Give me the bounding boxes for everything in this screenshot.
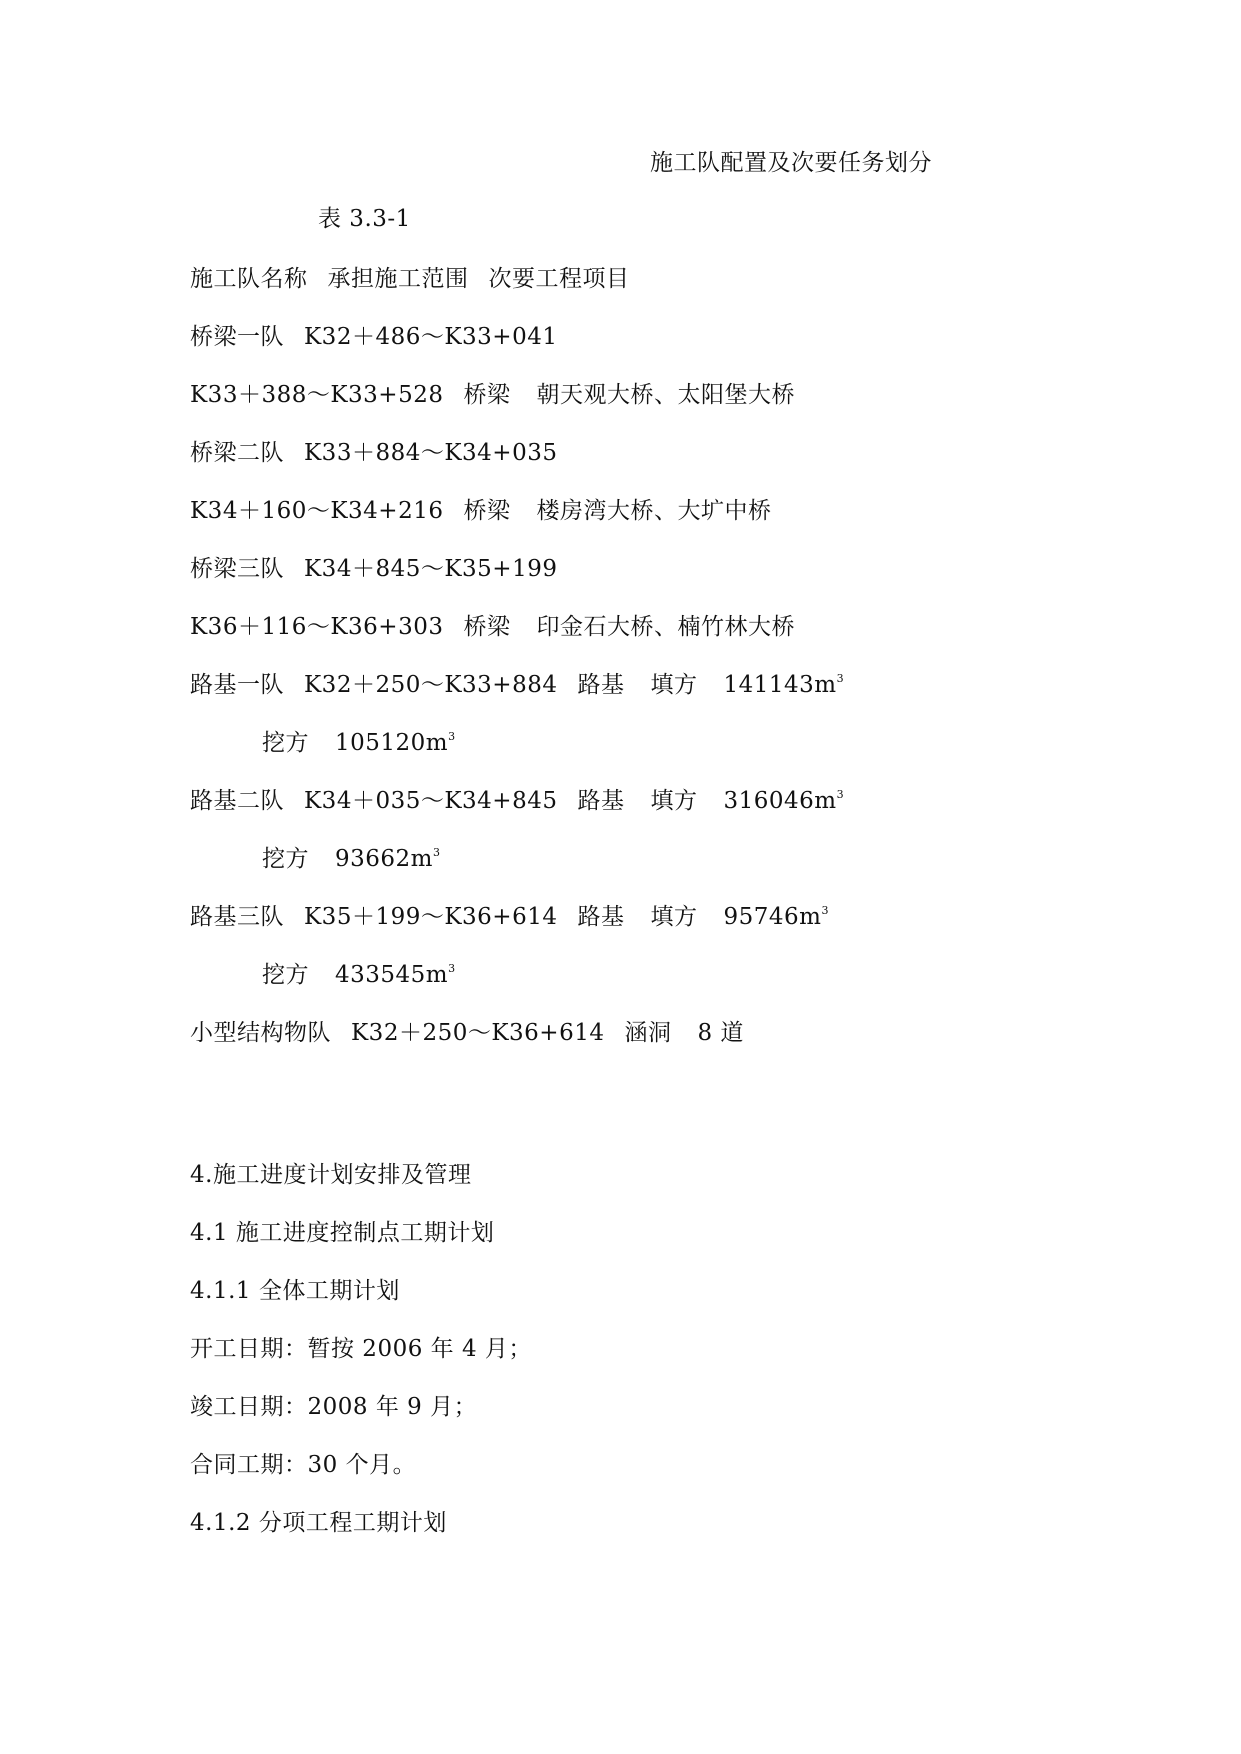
row-type: 路基 [577, 788, 625, 814]
row-fill-value: $95746m^3$ [723, 904, 829, 930]
table-row [190, 902, 829, 932]
row-team: 桥梁二队 [190, 440, 284, 466]
row-project: 楼房湾大桥、大圹中桥 [536, 498, 772, 524]
header-project: 次要工程项目 [488, 266, 630, 292]
section-heading: 4.1.1 全体工期计划 [190, 1278, 400, 1304]
row-range: K32＋250～K36+614 [351, 1020, 605, 1046]
table-row [190, 496, 771, 526]
table-row [190, 380, 795, 410]
table-label: 表 3.3-1 [318, 206, 411, 232]
row-team: 路基一队 [190, 672, 284, 698]
table-row [190, 786, 844, 816]
row-range: K34＋845～K35+199 [304, 556, 558, 582]
header-team: 施工队名称 [190, 266, 308, 292]
table-row [262, 960, 456, 990]
row-cut-value: $105120m^3$ [335, 730, 456, 756]
row-cut-label: 挖方 [262, 962, 309, 988]
row-fill-label: 填方 [650, 788, 698, 814]
header-range: 承担施工范围 [327, 266, 469, 292]
row-cut-value: $433545m^3$ [335, 962, 456, 988]
row-fill-label: 填方 [650, 672, 698, 698]
table-row [190, 554, 557, 584]
row-range: K33＋388～K33+528 [190, 382, 444, 408]
row-type: 桥梁 [463, 498, 511, 524]
paragraph: 合同工期：30 个月。 [190, 1452, 417, 1478]
table-row [190, 1018, 744, 1048]
table-row [262, 728, 456, 758]
row-range: K34＋160～K34+216 [190, 498, 444, 524]
row-range: K35＋199～K36+614 [304, 904, 558, 930]
row-cut-label: 挖方 [262, 846, 309, 872]
paragraph: 开工日期：暂按 2006 年 4 月； [190, 1336, 532, 1362]
section-heading: 4.1.2 分项工程工期计划 [190, 1510, 447, 1536]
row-range: K33＋884～K34+035 [304, 440, 558, 466]
row-team: 小型结构物队 [190, 1020, 331, 1046]
table-row [262, 844, 440, 874]
row-fill-value: $141143m^3$ [723, 672, 845, 698]
row-range: K36＋116～K36+303 [190, 614, 444, 640]
row-range: K32＋250～K33+884 [304, 672, 558, 698]
row-type: 桥梁 [463, 614, 511, 640]
row-cut-label: 挖方 [262, 730, 309, 756]
row-project: 印金石大桥、楠竹林大桥 [536, 614, 795, 640]
row-type: 路基 [577, 904, 625, 930]
row-team: 桥梁三队 [190, 556, 284, 582]
row-project: 8 道 [697, 1020, 744, 1046]
row-type: 路基 [577, 672, 625, 698]
row-range: K32＋486～K33+041 [304, 324, 558, 350]
doc-title: 施工队配置及次要任务划分 [650, 150, 932, 176]
paragraph: 竣工日期：2008 年 9 月； [190, 1394, 478, 1420]
row-range: K34＋035～K34+845 [304, 788, 558, 814]
table-row [190, 438, 557, 468]
section-heading: 4.施工进度计划安排及管理 [190, 1162, 472, 1188]
row-project: 朝天观大桥、太阳堡大桥 [536, 382, 795, 408]
row-fill-value: $316046m^3$ [723, 788, 845, 814]
table-row [190, 322, 557, 352]
row-fill-label: 填方 [650, 904, 698, 930]
row-team: 桥梁一队 [190, 324, 284, 350]
table-row [190, 612, 795, 642]
row-team: 路基三队 [190, 904, 284, 930]
row-cut-value: $93662m^3$ [335, 846, 441, 872]
table-header [190, 264, 630, 294]
row-type: 涵洞 [624, 1020, 672, 1046]
row-type: 桥梁 [463, 382, 511, 408]
section-heading: 4.1 施工进度控制点工期计划 [190, 1220, 495, 1246]
row-team: 路基二队 [190, 788, 284, 814]
table-row [190, 670, 844, 700]
